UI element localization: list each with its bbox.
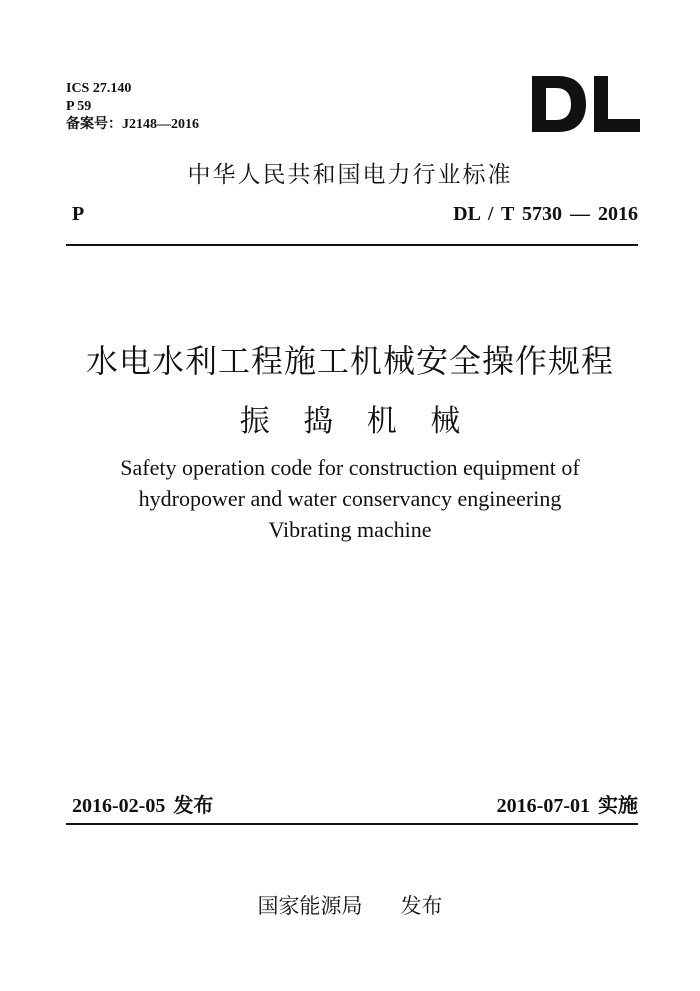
title-english-line: Safety operation code for construction equipment of [120,455,580,480]
record-number: 备案号：J2148—2016 [66,117,199,132]
ccs-code: P 59 [66,99,92,114]
classification-letter: P [72,203,85,225]
dl-logo [532,76,640,132]
effective-date: 2016-07-01 [496,795,590,817]
publisher-name: 国家能源局 [257,894,363,918]
standard-codes [66,80,199,134]
header-rule [66,244,638,246]
title-english [0,452,700,545]
title-english-line: hydropower and water conservancy engineering [138,486,562,511]
publisher-action: 发布 [400,894,443,918]
title-chinese: 水电水利工程施工机械安全操作规程 [85,342,614,380]
issue-date: 2016-02-05 [72,795,166,817]
title-english-line: Vibrating machine [268,517,432,542]
issue-label: 发布 [173,793,214,817]
effective-label: 实施 [598,793,638,817]
ics-code: ICS 27.140 [66,81,132,96]
issue-date-block [72,789,213,818]
org-title: 中华人民共和国电力行业标准 [187,162,513,188]
subtitle-chinese: 振 捣 机 械 [239,404,461,439]
publisher-line [0,890,700,920]
effective-date-block [497,789,638,818]
footer-rule [66,823,638,825]
standard-number: DL / T 5730 — 2016 [453,203,638,225]
